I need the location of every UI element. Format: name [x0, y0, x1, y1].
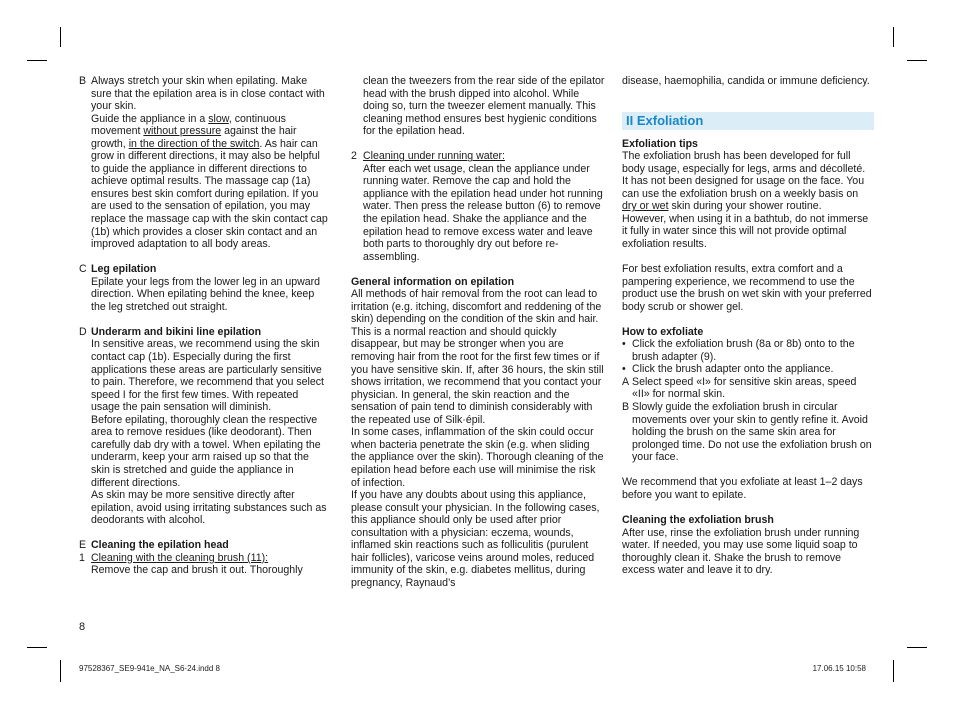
step-d — [79, 326, 329, 527]
paragraph: All methods of hair removal from the root can lead to irritation (e.g. itching, discomfort and reddening of the skin) depending on the condition of the skin and hair. This is a normal reaction and should quickly disappear, but may be stronger when you are removing hair from the root for the first few times or if you have sensitive skin. If, after 36 hours, the skin still shows irritation, we recommend that you contact your physician. In general, the skin reaction and the sensation of pain tend to diminish considerably with the repeated use of Silk·épil. — [351, 288, 604, 426]
subheading: Leg epilation — [91, 263, 157, 276]
crop-mark — [60, 660, 61, 682]
paragraph: In some cases, inflammation of the skin could occur when bacteria penetrate the skin (e.g. when sliding the appliance over the skin). Thorough cleaning of the epilation head before each use will minimise the risk of infection. — [351, 426, 604, 489]
subheading: Cleaning the exfoliation brush — [622, 513, 774, 526]
step-2 — [351, 150, 605, 263]
subheading: Cleaning with the cleaning brush (11): — [91, 551, 269, 564]
bullet-icon: • — [622, 338, 626, 351]
crop-mark — [27, 647, 47, 648]
paragraph: However, when using it in a bathtub, do not immerse it fully in water since this will not provide optimal exfoliation results. — [622, 212, 869, 250]
step-marker: B — [79, 75, 87, 87]
step-a: A Select speed «I» for sensitive skin areas, speed «II» for normal skin. — [622, 375, 857, 401]
step-marker: E — [79, 539, 87, 552]
crop-mark — [27, 60, 47, 61]
step-e — [79, 539, 329, 552]
paragraph: Epilate your legs from the lower leg in an upward direction. When epilating behind the knee, keep the leg stretched out straight. — [91, 275, 321, 313]
crop-mark — [907, 647, 927, 648]
paragraph: We recommend that you exfoliate at least 1–2 days before you want to epilate. — [622, 476, 863, 501]
paragraph: For best exfoliation results, extra comfort and a pampering experience, we recommend to use the product use the brush on wet skin with your preferred body scrub or shower gel. — [622, 263, 872, 313]
page-number: 8 — [79, 621, 86, 633]
paragraph: disease, haemophilia, candida or immune deficiency. — [622, 75, 870, 87]
subheading: Exfoliation tips — [622, 137, 698, 150]
step-marker: C — [79, 263, 87, 276]
step-marker: D — [79, 325, 87, 338]
step-marker: 2 — [351, 150, 357, 163]
paragraph: After use, rinse the exfoliation brush under running water. If needed, you may use some liquid soap to thoroughly clean it. Shake the brush to remove excess water and leave it to dry. — [622, 526, 860, 577]
paragraph: Always stretch your skin when epilating. Make sure that the epilation area is in close contact with your skin. — [91, 75, 325, 113]
subheading: Underarm and bikini line epilation — [91, 325, 262, 338]
paragraph: After each wet usage, clean the appliance under running water. Remove the cap and hold the appliance with the epilation head under hot running water. Then press the release button (6) to remove the epilation head. Shake the appliance and the epilation head to remove excess water and leave both parts to thoroughly dry out before re-assembling. — [363, 162, 603, 263]
subheading: Cleaning under running water: — [363, 150, 505, 163]
crop-mark — [893, 27, 894, 47]
paragraph: The exfoliation brush has been developed for full body usage, especially for legs, arms and décolleté. It has not been designed for usage on the face. You can use the exfoliation brush on a weekly basis on dry or wet skin during your shower routine. — [622, 150, 866, 213]
crop-mark — [893, 660, 894, 682]
column-left — [79, 75, 329, 577]
step-marker: 1 — [79, 551, 85, 564]
column-middle — [351, 75, 605, 589]
footer-timestamp: 17.06.15 10:58 — [812, 664, 866, 673]
section-heading: II Exfoliation — [622, 112, 874, 130]
step-marker: B — [622, 401, 630, 414]
step-b: B Slowly guide the exfoliation brush in circular movements over your skin to gently refine it. Avoid holding the brush on the same skin area for prolonged time. Do not use the exfoliation brush on your face. — [622, 401, 872, 464]
bullet-item: • Click the brush adapter onto the appliance. — [622, 363, 834, 376]
paragraph: Guide the appliance in a slow, continuous movement without pressure against the hair growth, in the direction of the switch. As hair can grow in different directions, it may also be helpful to guide the appliance in different directions to achieve optimal results. The massage cap (1a) ensures best skin comfort during epilation. If you are used to the sensation of epilation, you may replace the massage cap with the skin contact cap (1b) which provides a closer skin contact and an improved adaptation to all body areas. — [91, 112, 328, 251]
crop-mark — [907, 60, 927, 61]
column-right — [622, 75, 874, 577]
subheading: General information on epilation — [351, 275, 515, 288]
paragraph: Before epilating, thoroughly clean the respective area to remove residues (like deodorant). Then carefully dab dry with a towel. When epilating the underarm, keep your arm raised up so that the skin is stretched and guide the appliance in different directions. — [91, 413, 321, 489]
crop-mark — [60, 27, 61, 47]
bullet-item: • Click the exfoliation brush (8a or 8b) onto to the brush adapter (9). — [622, 338, 855, 363]
step-c — [79, 263, 329, 313]
step-1-continued — [351, 75, 605, 138]
footer-file-info: 97528367_SE9-941e_NA_S6-24.indd 8 — [79, 664, 221, 673]
paragraph: If you have any doubts about using this appliance, please consult your physician. In the following cases, this appliance should only be used after prior consultation with a physician: eczema, wounds, inflamed skin reactions such as folliculitis (purulent hair follicles), varicose veins around moles, reduced immunity of the skin, e.g. diabetes mellitus, during pregnancy, Raynaud’s — [351, 489, 600, 589]
paragraph: Remove the cap and brush it out. Thoroughly — [91, 564, 303, 577]
paragraph: In sensitive areas, we recommend using the skin contact cap (1b). Especially during the first applications these areas are particularly sensitive to pain. Therefore, we recommend that you select speed I for the first few times. With repeated usage the pain sensation will diminish. — [91, 338, 324, 414]
step-b — [79, 75, 329, 251]
subheading: How to exfoliate — [622, 325, 704, 338]
step-1 — [79, 552, 329, 577]
paragraph: clean the tweezers from the rear side of the epilator head with the brush dipped into alcohol. While doing so, turn the tweezer element manually. This cleaning method ensures best hygienic conditions for the epilation head. — [363, 75, 605, 138]
bullet-icon: • — [622, 363, 626, 376]
step-marker: A — [622, 375, 630, 388]
paragraph: As skin may be more sensitive directly after epilation, avoid using irritating substances such as deodorants with alcohol. — [91, 489, 327, 527]
subheading: Cleaning the epilation head — [91, 539, 229, 552]
